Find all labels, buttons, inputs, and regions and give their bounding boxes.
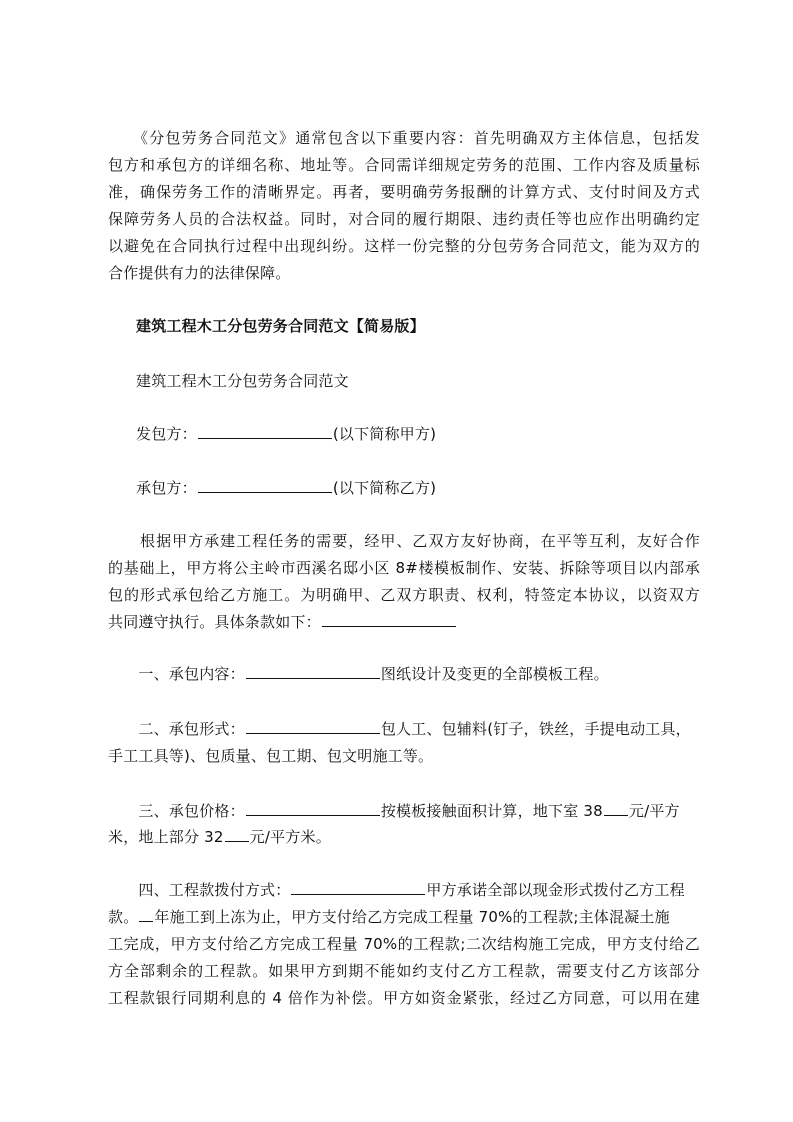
above-ground-price-blank[interactable] bbox=[225, 827, 249, 842]
preamble-line: 包的形式承包给乙方施工。为明确甲、乙双方职责、权利，特签定本协议，以资双方 bbox=[108, 586, 700, 604]
clause-three-blank[interactable] bbox=[246, 801, 380, 816]
clause-three bbox=[108, 801, 708, 821]
clause-two-blank[interactable] bbox=[246, 719, 380, 734]
clause-three-text-a: 按模板接触面积计算，地下室 38 bbox=[380, 802, 603, 820]
party-a-suffix: (以下简称甲方) bbox=[332, 425, 437, 443]
clause-two-label: 二、承包形式： bbox=[108, 720, 245, 738]
preamble-last-text: 共同遵守执行。具体条款如下： bbox=[108, 613, 321, 631]
clause-two-text: 包人工、包辅料(钉子，铁丝，手提电动工具， bbox=[380, 720, 691, 738]
party-b-label: 承包方： bbox=[136, 479, 197, 497]
preamble-last-line bbox=[108, 612, 708, 632]
intro-line: 包方和承包方的详细名称、地址等。合同需详细规定劳务的范围、工作内容及质量标 bbox=[108, 156, 700, 174]
clause-one-blank[interactable] bbox=[246, 664, 380, 679]
clause-four-cont-a: 款。 bbox=[108, 908, 139, 926]
clause-two-cont: 手工工具等)、包质量、包工期、包文明施工等。 bbox=[108, 747, 434, 765]
clause-four-blank[interactable] bbox=[291, 880, 425, 895]
clause-four-line: 工完成，甲方支付给乙方完成工程量 70%的工程款;二次结构施工完成，甲方支付给乙 bbox=[108, 935, 700, 953]
basement-price-blank[interactable] bbox=[604, 801, 628, 816]
clause-two bbox=[108, 719, 708, 739]
clause-three-cont-a: 米，地上部分 32 bbox=[108, 828, 224, 846]
party-b-line bbox=[136, 478, 736, 498]
intro-line: 准，确保劳务工作的清晰界定。再者，要明确劳务报酬的计算方式、支付时间及方式 bbox=[108, 183, 700, 201]
party-a-line bbox=[136, 424, 736, 444]
clause-three-text-b: 元/平方 bbox=[628, 802, 680, 820]
preamble-blank[interactable] bbox=[322, 612, 456, 627]
clause-three-cont bbox=[108, 827, 708, 847]
clause-three-cont-b: 元/平方米。 bbox=[249, 828, 331, 846]
intro-line: 《分包劳务合同范文》通常包含以下重要内容：首先明确双方主体信息，包括发 bbox=[108, 129, 700, 147]
intro-line: 保障劳务人员的合法权益。同时，对合同的履行期限、违约责任等也应作出明确约定 bbox=[108, 210, 700, 228]
preamble-line: 根据甲方承建工程任务的需要，经甲、乙双方友好协商，在平等互利，友好合作 bbox=[108, 532, 700, 550]
clause-four-line: 工程款银行同期利息的 4 倍作为补偿。甲方如资金紧张，经过乙方同意，可以用在建 bbox=[108, 989, 700, 1007]
preamble-line: 的基础上，甲方将公主岭市西溪名邸小区 8#楼模板制作、安装、拆除等项目以内部承 bbox=[108, 559, 700, 577]
party-a-label: 发包方： bbox=[136, 425, 197, 443]
clause-four-cont-b: 年施工到上冻为止，甲方支付给乙方完成工程量 70%的工程款;主体混凝土施 bbox=[154, 908, 670, 926]
clause-four-cont bbox=[108, 907, 708, 927]
intro-line: 以避免在合同执行过程中出现纠纷。这样一份完整的分包劳务合同范文，能为双方的 bbox=[108, 237, 700, 255]
party-a-blank[interactable] bbox=[198, 424, 332, 439]
clause-four-text: 甲方承诺全部以现金形式拨付乙方工程 bbox=[426, 881, 685, 899]
document-subtitle: 建筑工程木工分包劳务合同范文 bbox=[136, 372, 349, 390]
party-b-suffix: (以下简称乙方) bbox=[332, 479, 437, 497]
clause-three-label: 三、承包价格： bbox=[108, 802, 245, 820]
year-blank[interactable] bbox=[139, 907, 153, 922]
clause-one bbox=[108, 664, 708, 684]
clause-four-line: 方全部剩余的工程款。如果甲方到期不能如约支付乙方工程款，需要支付乙方该部分 bbox=[108, 962, 700, 980]
clause-four bbox=[108, 880, 708, 900]
intro-line: 合作提供有力的法律保障。 bbox=[108, 264, 291, 282]
party-b-blank[interactable] bbox=[198, 478, 332, 493]
document-heading: 建筑工程木工分包劳务合同范文【简易版】 bbox=[136, 317, 425, 335]
clause-one-label: 一、承包内容： bbox=[108, 665, 245, 683]
clause-one-text: 图纸设计及变更的全部模板工程。 bbox=[380, 665, 609, 683]
clause-four-label: 四、工程款拨付方式： bbox=[108, 881, 291, 899]
